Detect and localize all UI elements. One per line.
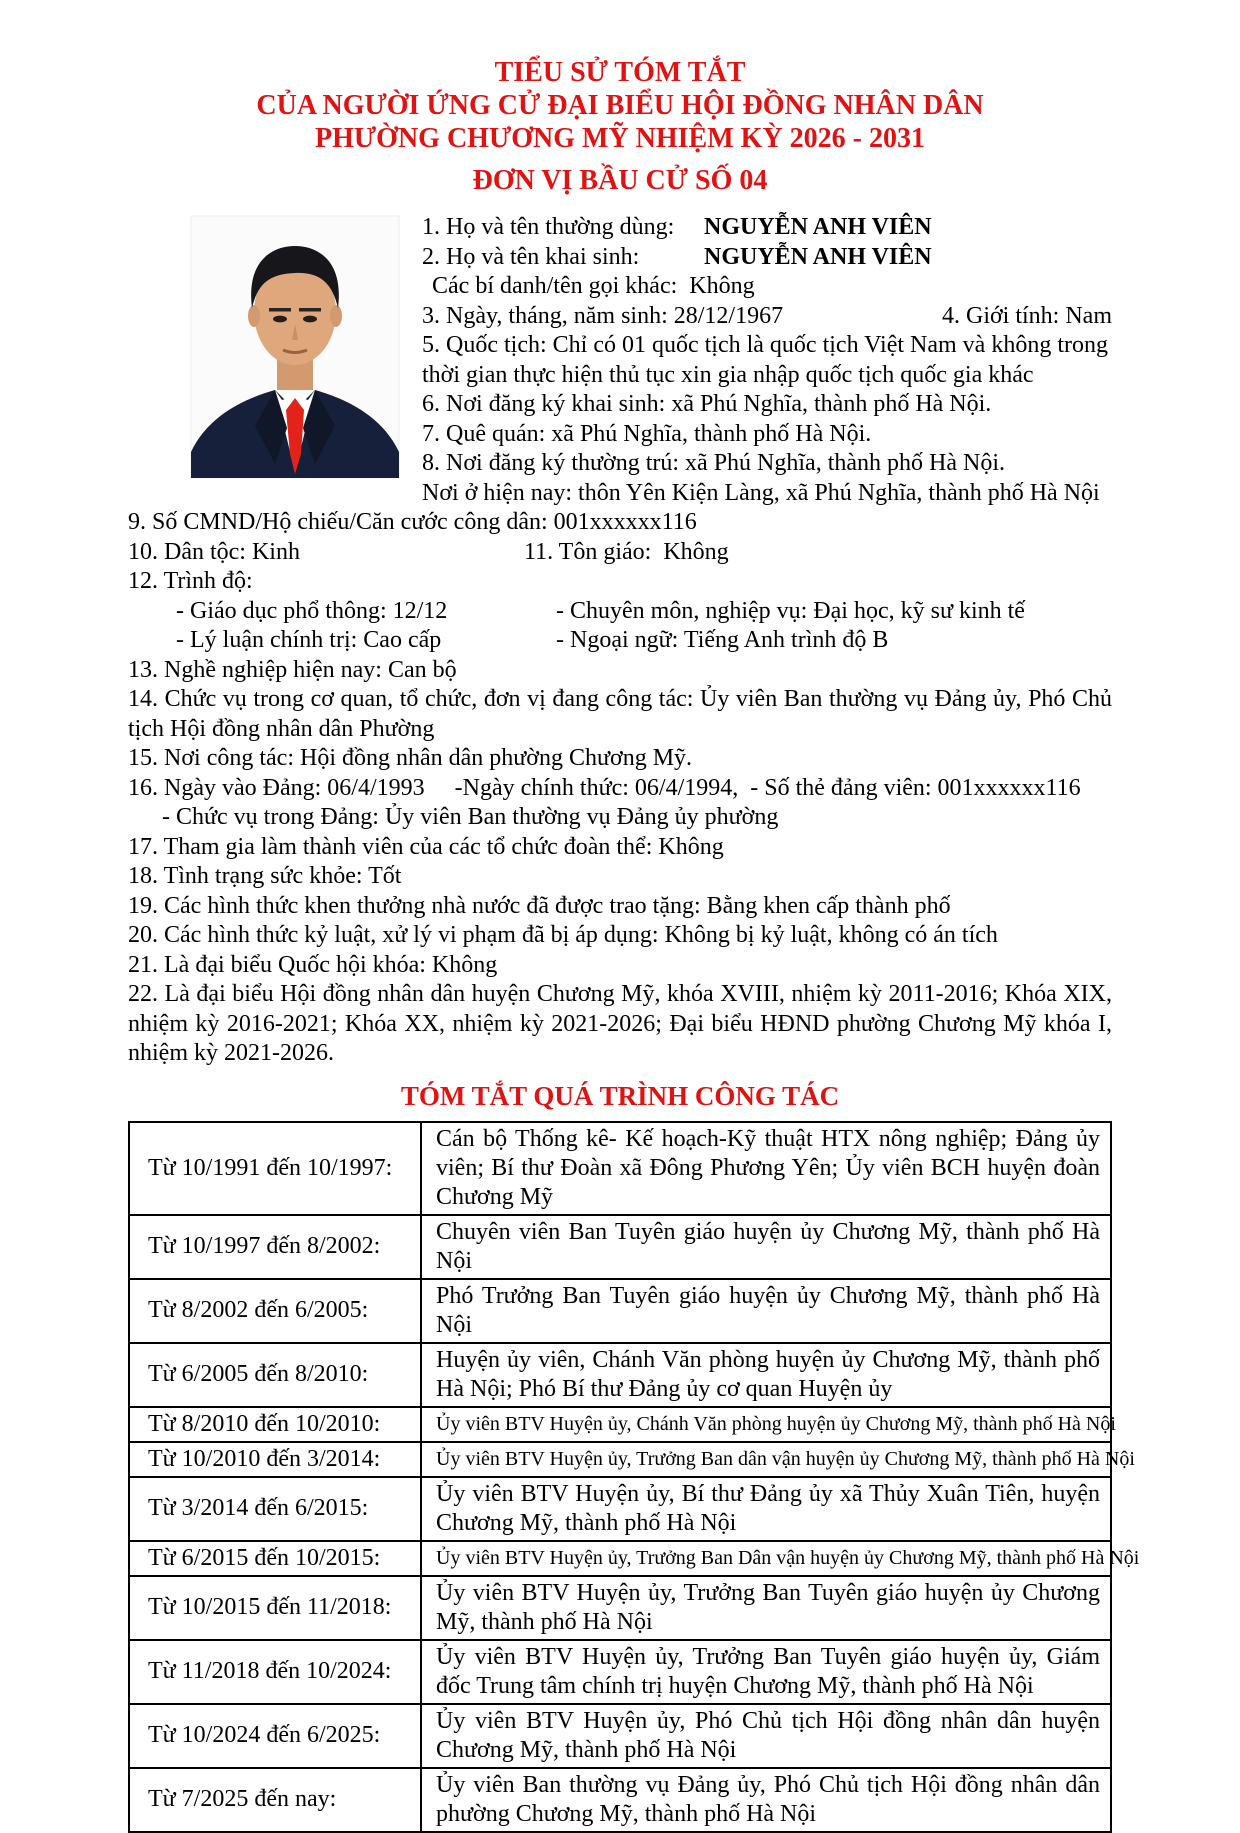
work-period: Từ 10/2010 đến 3/2014: (148, 1445, 381, 1472)
work-description-cell (422, 1443, 1145, 1476)
work-history-row (130, 1280, 1110, 1344)
item-12c-political-theory: - Lý luận chính trị: Cao cấp (176, 627, 442, 653)
item-12-row-a (128, 597, 1112, 627)
work-description: Chuyên viên Ban Tuyên giáo huyện ủy Chương Mỹ, thành phố Hà Nội (436, 1218, 1100, 1274)
item-1-value: NGUYỄN ANH VIÊN (704, 214, 932, 240)
work-period-cell (130, 1705, 422, 1767)
item-12a-general-education: - Giáo dục phổ thông: 12/12 (176, 597, 448, 624)
work-description-cell (422, 1769, 1110, 1831)
work-period-cell (130, 1280, 422, 1342)
item-19-awards: 19. Các hình thức khen thưởng nhà nước đã được trao tặng: Bằng khen cấp thành phố (128, 892, 951, 919)
work-history-row (130, 1408, 1116, 1443)
work-description: Phó Trưởng Ban Tuyên giáo huyện ủy Chương Mỹ, thành phố Hà Nội (436, 1282, 1100, 1338)
item-12b-professional: - Chuyên môn, nghiệp vụ: Đại học, kỹ sư kinh tế (556, 597, 1025, 624)
work-history-row (130, 1542, 1140, 1577)
work-description: Ủy viên BTV Huyện ủy, Trưởng Ban Tuyên giáo huyện ủy, Giám đốc Trung tâm chính trị huyện Chương Mỹ, thành phố Hà Nội (436, 1643, 1100, 1699)
item-3-4-row (422, 302, 1112, 332)
work-period: Từ 11/2018 đến 10/2024: (148, 1658, 392, 1684)
work-history-title: TÓM TẮT QUÁ TRÌNH CÔNG TÁC (400, 1080, 840, 1111)
work-description: Ủy viên BTV Huyện ủy, Trưởng Ban Tuyên giáo huyện ủy Chương Mỹ, thành phố Hà Nội (436, 1579, 1100, 1635)
item-13-occupation: 13. Nghề nghiệp hiện nay: Can bộ (128, 656, 457, 683)
work-period-cell (130, 1641, 422, 1703)
work-period: Từ 8/2010 đến 10/2010: (148, 1410, 381, 1437)
item-12d-foreign-language: - Ngoại ngữ: Tiếng Anh trình độ B (556, 627, 889, 653)
item-11-religion: 11. Tôn giáo: Không (524, 538, 729, 565)
work-description-cell (422, 1123, 1110, 1214)
work-period-cell (130, 1408, 422, 1441)
work-history-row (130, 1443, 1135, 1478)
work-description-cell (422, 1577, 1110, 1639)
work-period: Từ 10/1997 đến 8/2002: (148, 1233, 381, 1259)
work-history-row (130, 1216, 1110, 1280)
item-2-label: 2. Họ và tên khai sinh: (422, 243, 640, 270)
item-12-row-b (128, 626, 1112, 656)
item-aliases: Các bí danh/tên gọi khác: Không (432, 273, 755, 299)
candidate-photo (191, 216, 399, 478)
work-description: Ủy viên BTV Huyện ủy, Chánh Văn phòng huyện ủy Chương Mỹ, thành phố Hà Nội (436, 1412, 1116, 1435)
item-21-national-assembly: 21. Là đại biểu Quốc hội khóa: Không (128, 951, 498, 978)
work-description: Ủy viên BTV Huyện ủy, Trưởng Ban dân vận huyện ủy Chương Mỹ, thành phố Hà Nội (436, 1447, 1135, 1470)
work-history-row (130, 1769, 1110, 1831)
item-8b-current-residence: Nơi ở hiện nay: thôn Yên Kiện Làng, xã Phú Nghĩa, thành phố Hà Nội (422, 479, 1100, 506)
work-history-row (130, 1478, 1110, 1542)
work-period: Từ 6/2015 đến 10/2015: (148, 1544, 381, 1571)
item-5-nationality: 5. Quốc tịch: Chỉ có 01 quốc tịch là quốc tịch Việt Nam và không trong thời gian thực hiện thủ tục xin gia nhập quốc tịch quốc gia khác (422, 332, 1108, 388)
work-period-cell (130, 1123, 422, 1214)
item-9-id-number: 9. Số CMND/Hộ chiếu/Căn cước công dân: 001xxxxxx116 (128, 509, 697, 535)
item-1-full-name (422, 213, 1112, 243)
work-description-cell (422, 1280, 1110, 1342)
work-description-cell (422, 1542, 1149, 1575)
item-12-education: 12. Trình độ: (128, 568, 253, 594)
work-description-cell (422, 1641, 1110, 1703)
work-period: Từ 6/2005 đến 8/2010: (148, 1361, 369, 1387)
work-history-table (128, 1121, 1140, 1833)
item-14-position: 14. Chức vụ trong cơ quan, tổ chức, đơn vị đang công tác: Ủy viên Ban thường vụ Đảng ủy, Phó Chủ tịch Hội đồng nhân dân Phường (128, 686, 1112, 742)
item-8-permanent-residence: 8. Nơi đăng ký thường trú: xã Phú Nghĩa, thành phố Hà Nội. (422, 450, 1005, 476)
title-line-1: TIỂU SỬ TÓM TẮT (494, 57, 746, 88)
work-description-cell (422, 1478, 1110, 1540)
work-period-cell (130, 1443, 422, 1476)
work-period: Từ 10/2015 đến 11/2018: (148, 1594, 392, 1620)
title-line-3: PHƯỜNG CHƯƠNG MỸ NHIỆM KỲ 2026 - 2031 (315, 123, 925, 154)
work-history-row (130, 1705, 1110, 1769)
item-3-birthdate: 3. Ngày, tháng, năm sinh: 28/12/1967 (422, 302, 784, 329)
item-2-value: NGUYỄN ANH VIÊN (704, 243, 932, 270)
portrait-illustration (191, 216, 399, 478)
item-7-hometown: 7. Quê quán: xã Phú Nghĩa, thành phố Hà Nội. (422, 420, 872, 447)
work-history-row (130, 1641, 1110, 1705)
work-period-cell (130, 1344, 422, 1406)
item-18-health: 18. Tình trạng sức khỏe: Tốt (128, 863, 402, 889)
work-period-cell (130, 1769, 422, 1831)
item-4-gender: 4. Giới tính: Nam (941, 302, 1112, 329)
item-15-workplace: 15. Nơi công tác: Hội đồng nhân dân phường Chương Mỹ. (128, 745, 693, 771)
item-10-11-row (128, 538, 1112, 568)
item-1-label: 1. Họ và tên thường dùng: (422, 214, 675, 240)
work-description: Cán bộ Thống kê- Kế hoạch-Kỹ thuật HTX nông nghiệp; Đảng ủy viên; Bí thư Đoàn xã Đông Phương Yên; Ủy viên BCH huyện đoàn Chương Mỹ (436, 1125, 1100, 1210)
item-6-birth-registration: 6. Nơi đăng ký khai sinh: xã Phú Nghĩa, thành phố Hà Nội. (422, 391, 992, 417)
work-history-row (130, 1344, 1110, 1408)
work-period-cell (130, 1542, 422, 1575)
work-period: Từ 8/2002 đến 6/2005: (148, 1297, 369, 1323)
document-header (128, 56, 1112, 197)
work-history-row (130, 1577, 1110, 1641)
personal-info-section (128, 213, 1112, 1069)
electoral-unit-line: ĐƠN VỊ BẦU CỬ SỐ 04 (472, 165, 768, 196)
work-period: Từ 10/2024 đến 6/2025: (148, 1722, 381, 1748)
work-period: Từ 10/1991 đến 10/1997: (148, 1154, 393, 1181)
work-description: Ủy viên BTV Huyện ủy, Phó Chủ tịch Hội đồng nhân dân huyện Chương Mỹ, thành phố Hà Nội (436, 1707, 1100, 1763)
work-description-cell (422, 1344, 1110, 1406)
work-description: Ủy viên BTV Huyện ủy, Trưởng Ban Dân vận huyện ủy Chương Mỹ, thành phố Hà Nội (436, 1546, 1140, 1569)
item-22-council-terms: 22. Là đại biểu Hội đồng nhân dân huyện Chương Mỹ, khóa XVIII, nhiệm kỳ 2011-2016; Khóa XIX, nhiệm kỳ 2016-2021; Khóa XX, nhiệm kỳ 2021-2026; Đại biểu HĐND phường Chương Mỹ khóa I, nhiệm kỳ 2021-2026. (128, 981, 1112, 1066)
item-16b-party-position: - Chức vụ trong Đảng: Ủy viên Ban thường vụ Đảng ủy phường (162, 804, 779, 830)
work-period-cell (130, 1478, 422, 1540)
work-description-cell (422, 1408, 1126, 1441)
work-description: Ủy viên Ban thường vụ Đảng ủy, Phó Chủ tịch Hội đồng nhân dân phường Chương Mỹ, thành phố Hà Nội (436, 1771, 1100, 1827)
item-2-birth-name (422, 243, 1112, 273)
title-line-2: CỦA NGƯỜI ỨNG CỬ ĐẠI BIỂU HỘI ĐỒNG NHÂN DÂN (256, 90, 984, 121)
work-period: Từ 7/2025 đến nay: (148, 1786, 337, 1812)
item-16-party-dates: 16. Ngày vào Đảng: 06/4/1993 -Ngày chính thức: 06/4/1994, - Số thẻ đảng viên: 001xxxxxx116 (128, 774, 1081, 801)
work-history-row (130, 1123, 1110, 1216)
work-period: Từ 3/2014 đến 6/2015: (148, 1495, 369, 1521)
document-content (128, 56, 1140, 1833)
item-20-discipline: 20. Các hình thức kỷ luật, xử lý vi phạm đã bị áp dụng: Không bị kỷ luật, không có án tích (128, 922, 998, 948)
work-description: Ủy viên BTV Huyện ủy, Bí thư Đảng ủy xã Thủy Xuân Tiên, huyện Chương Mỹ, thành phố Hà Nội (436, 1480, 1100, 1536)
item-17-organizations: 17. Tham gia làm thành viên của các tổ chức đoàn thể: Không (128, 833, 724, 860)
work-description-cell (422, 1216, 1110, 1278)
item-10-ethnicity: 10. Dân tộc: Kinh (128, 538, 300, 565)
work-period-cell (130, 1216, 422, 1278)
info-beside-photo (422, 213, 1112, 508)
work-period-cell (130, 1577, 422, 1639)
work-description: Huyện ủy viên, Chánh Văn phòng huyện ủy Chương Mỹ, thành phố Hà Nội; Phó Bí thư Đảng ủy cơ quan Huyện ủy (436, 1346, 1100, 1402)
work-description-cell (422, 1705, 1110, 1767)
